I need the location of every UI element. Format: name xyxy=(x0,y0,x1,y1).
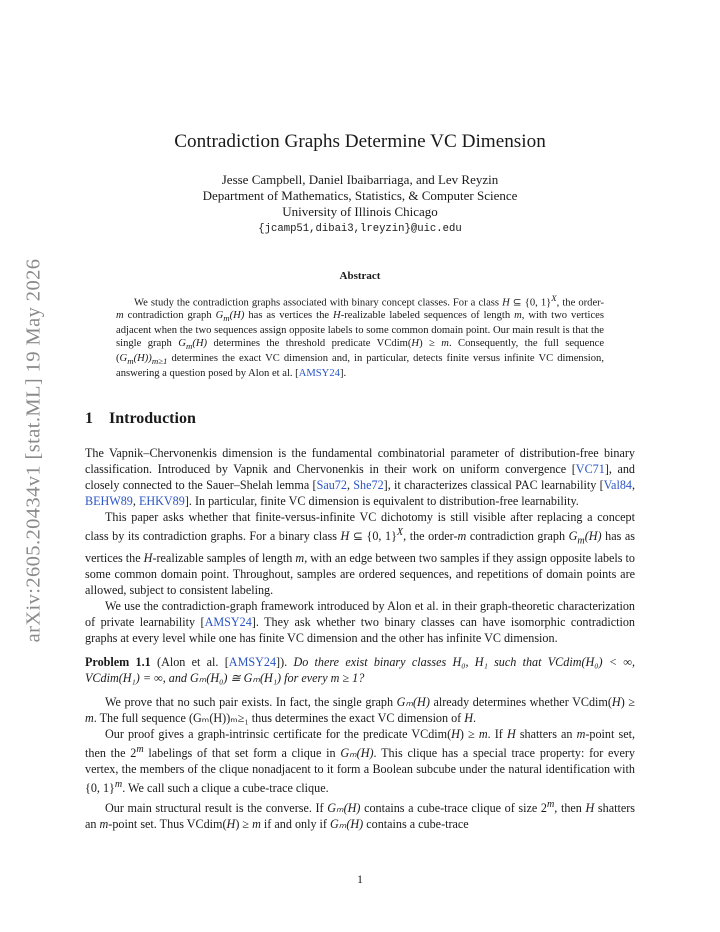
citation-link[interactable]: Val84 xyxy=(603,478,632,493)
citation-link[interactable]: VC71 xyxy=(575,462,605,477)
paragraph-3: We use the contradiction-graph framework introduced by Alon et al. in their graph-theoretic characterization of private learnability [AMSY24]. They ask whether two binary classes can have isomorphic contradiction graphs at every level while one has finite VC dimension and the other has infinite VC dimension. xyxy=(85,598,635,645)
problem-label: Problem 1.1 xyxy=(85,655,151,670)
paragraph-4: We prove that no such pair exists. In fact, the single graph Gₘ(H) already determines whether VCdim(H) ≥ m. The full sequence (Gₘ(H))ₘ≥₁ thus determines the exact VC dimension of H. xyxy=(85,695,636,726)
section-title: Introduction xyxy=(109,410,196,427)
affiliation-department: Department of Mathematics, Statistics, & Computer Science xyxy=(202,188,518,204)
arxiv-identifier-text: arXiv:2605.20434v1 [stat.ML] 19 May 2026 xyxy=(22,258,45,642)
paragraph-1: The Vapnik–Chervonenkis dimension is the fundamental combinatorial parameter of distribution-free binary classification. Introduced by Vapnik and Chervonenkis in their work on uniform convergence [VC71], and closely connected to the Sauer–Shelah lemma [Sau72, She72], it characterizes classical PAC learnability [Val84, BEHW89, EHKV89]. In particular, finite VC dimension is equivalent to distribution-free learnability. xyxy=(85,446,636,509)
paragraph-6: Our main structural result is the converse. If Gₘ(H) contains a cube-trace clique of size 2$^m$, then H shatters an m-point set. Thus VCdim(H) ≥ m if and only if Gₘ(H) contains a cube-trace xyxy=(85,798,636,831)
paragraph-5: Our proof gives a graph-intrinsic certificate for the predicate VCdim(H) ≥ m. If H shatters an m-point set, then the 2$^m$ labelings of that set form a clique in Gₘ(H). This clique has a special trace property: for every vertex, the members of the clique nonadjacent to it form a Boolean subcube under the natural identification with {0, 1}$^m$. We call such a clique a cube-trace clique. xyxy=(85,727,635,796)
introduction-body xyxy=(85,445,635,832)
citation-link[interactable]: AMSY24 xyxy=(298,368,340,380)
arxiv-identifier-stamp xyxy=(14,250,54,650)
abstract-text: We study the contradiction graphs associated with binary concept classes. For a class H ⊆ {0, 1}$^X$, the order-m contradiction graph $G_m(H)$ has as vertices the H-realizable labeled sequences of length m, with two vertices adjacent when the two sequences assign opposite labels to some common domain point. Our main result is that the single graph $G_m(H)$ determines the threshold predicate VCdim(H) ≥ m. Consequently, the full sequence $(G_m(H))_{m\ge 1}$ determines the exact VC dimension and, in particular, detects finite versus infinite VC dimension, answering a question posed by Alon et al. [AMSY24]. xyxy=(116,293,605,380)
section-heading xyxy=(85,410,196,428)
abstract-heading: Abstract xyxy=(339,270,381,282)
affiliation-university: University of Illinois Chicago xyxy=(282,204,438,220)
citation-link[interactable]: BEHW89 xyxy=(85,494,133,509)
author-names: Jesse Campbell, Daniel Ibaibarriaga, and Lev Reyzin xyxy=(221,172,499,187)
citation-link[interactable]: She72 xyxy=(353,478,384,493)
paragraph-2: This paper asks whether that finite-versus-infinite VC dichotomy is still visible after replacing a concept class by its contradiction graphs. For a binary class H ⊆ {0, 1}$^X$, the order-m contradiction graph $G_m(H)$ has as vertices the H-realizable samples of length m, with an edge between two samples if they assign opposite labels to some common domain point. Throughout, samples are ordered sequences, and repetitions of domain points are allowed, subject to consistent labeling. xyxy=(85,510,636,597)
section-number: 1 xyxy=(85,410,93,427)
citation-link[interactable]: EHKV89 xyxy=(138,494,185,509)
page-number: 1 xyxy=(357,872,363,886)
citation-link[interactable]: AMSY24 xyxy=(228,655,277,670)
problem-statement: Problem 1.1 (Alon et al. [AMSY24]). Do there exist binary classes H₀, H₁ such that VCdim(H₀) < ∞, VCdim(H₁) = ∞, and Gₘ(H₀) ≅ Gₘ(H₁) for every m ≥ 1? xyxy=(85,655,635,686)
citation-link[interactable]: AMSY24 xyxy=(204,614,252,629)
citation-link[interactable]: Sau72 xyxy=(316,478,347,493)
author-block xyxy=(0,172,720,237)
author-emails: {jcamp51,dibai3,lreyzin}@uic.edu xyxy=(258,222,462,235)
paper-title: Contradiction Graphs Determine VC Dimension xyxy=(174,131,546,152)
